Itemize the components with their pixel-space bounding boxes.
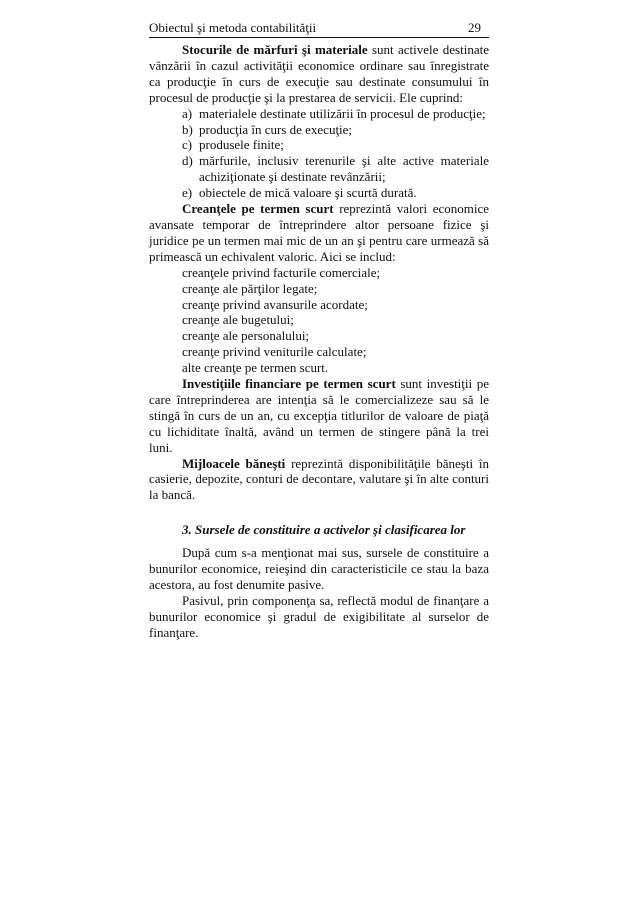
list-marker: d) xyxy=(182,153,193,169)
stocuri-term: Stocurile de mărfuri şi materiale xyxy=(182,42,368,57)
list-marker: e) xyxy=(182,185,193,201)
creante-term: Creanţele pe termen scurt xyxy=(182,201,334,217)
mijloace-term: Mijloacele băneşti xyxy=(182,455,286,471)
list-item xyxy=(182,106,489,122)
creante-text: reprezintă valori economice avansate temporar de întreprindere altor persoane fizice şi juridice pe un termen mai mic de un an şi pentru care urmează să primească un echivalent valoric. Aici se includ: xyxy=(149,201,490,264)
stocuri-text: sunt activele destinate vânzării în cazul activităţii economice ordinare sau înregistrate ca producţie în curs de execuţie sau destinate consumului în procesul de producţie şi la prestarea de servicii. Ele cuprind: xyxy=(149,42,489,105)
creante-list xyxy=(149,265,489,376)
list-item xyxy=(182,185,489,201)
list-item: creanţe ale personalului; xyxy=(182,328,310,344)
mijloace-paragraph xyxy=(149,456,489,504)
investitii-text: sunt investiţii pe care întreprinderea are intenţia să le comercializeze sau să le stingă în curs de un an, cu excepţia titlurilor de valoare de piaţă cu lichiditate înaltă, având un termen de stingere până la trei luni. xyxy=(149,376,489,455)
stocuri-list xyxy=(149,106,489,201)
section-paragraph: După cum s-a menţionat mai sus, sursele de constituire a bunurilor economice, reieşind din caracteristicile ce stau la baza acestora, au fost denumite pasive. xyxy=(149,545,489,592)
investitii-term: Investiţiile financiare pe termen scurt xyxy=(182,376,396,392)
mijloace-text: reprezintă disponibilităţile băneşti în casierie, depozite, conturi de decontare, valutare şi în alte conturi la bancă. xyxy=(149,455,489,503)
list-item: creanţe privind avansurile acordate; xyxy=(182,296,368,312)
page-number: 29 xyxy=(468,20,481,35)
creante-paragraph xyxy=(149,201,489,265)
list-marker: b) xyxy=(182,121,193,137)
list-item-text: produsele finite; xyxy=(199,137,284,153)
list-item-text: obiectele de mică valoare şi scurtă durată. xyxy=(199,185,417,201)
list-item-text: producţia în curs de execuţie; xyxy=(199,121,353,137)
list-item xyxy=(182,122,489,138)
running-title: Obiectul şi metoda contabilităţii xyxy=(149,20,317,35)
section-heading: 3. Sursele de constituire a activelor şi clasificarea lor xyxy=(182,522,466,538)
stocuri-paragraph xyxy=(149,42,489,106)
list-item: creanţe privind veniturile calculate; xyxy=(182,344,367,360)
running-header xyxy=(149,20,489,38)
list-item: creanţe ale bugetului; xyxy=(182,312,294,328)
list-item: creanţe ale părţilor legate; xyxy=(182,280,318,296)
list-item xyxy=(182,137,489,153)
list-item xyxy=(182,153,489,185)
list-marker: a) xyxy=(182,105,193,121)
list-item-text: materialele destinate utilizării în procesul de producţie; xyxy=(199,105,486,121)
list-item: creanţele privind facturile comerciale; xyxy=(182,264,381,280)
investitii-paragraph xyxy=(149,376,489,456)
section-paragraph: Pasivul, prin componenţa sa, reflectă modul de finanţare a bunurilor economice şi gradul de exigibilitate al surselor de finanţare. xyxy=(149,592,489,640)
list-marker: c) xyxy=(182,137,193,153)
document-page xyxy=(149,20,489,641)
list-item-text: mărfurile, inclusiv terenurile şi alte active materiale achiziţionate şi destinate revânzării; xyxy=(199,153,489,185)
list-item: alte creanţe pe termen scurt. xyxy=(182,360,329,376)
